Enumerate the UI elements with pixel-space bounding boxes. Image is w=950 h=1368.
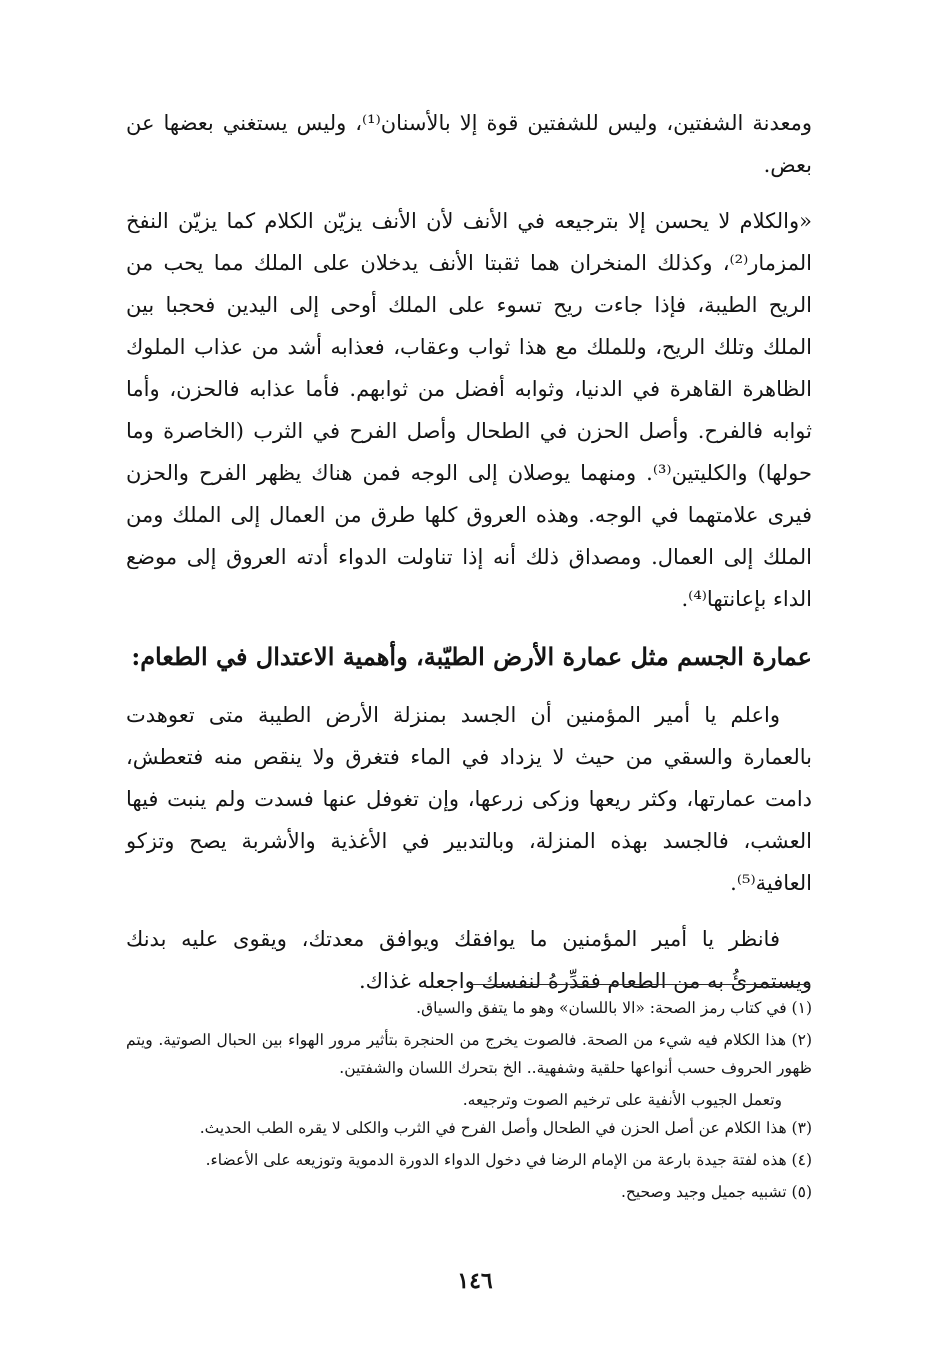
paragraph-2: «والكلام لا يحسن إلا بترجيعه في الأنف لأن الأنف يزيّن الكلام كما يزيّن النفخ المزمار⁽²⁾، وكذلك المنخران هما ثقبتا الأنف يدخلان على الملك مما يحب من الريح الطيبة، فإذا جاءت ريح تسوء على الملك أوحى إلى اليدين فحجبا بين الملك وتلك الريح، وللملك مع هذا ثواب وعقاب، فعذابه أشد من عذاب الملوك الظاهرة القاهرة في الدنيا، وثوابه أفضل من ثوابهم. فأما عذابه فالحزن، وأما ثوابه فالفرح. وأصل الحزن في الطحال وأصل الفرح في الثرب (الخاصرة وما حولها) والكليتين⁽³⁾. ومنهما يوصلان إلى الوجه فمن هناك يظهر الفرح والحزن فيرى علامتهما في الوجه. وهذه العروق كلها طرق من العمال إلى الملك ومن الملك إلى العمال. ومصداق ذلك أنه إذا تناولت الدواء أدته العروق إلى موضع الداء بإعانتها⁽⁴⁾. — [126, 209, 812, 611]
paragraph-3: واعلم يا أمير المؤمنين أن الجسد بمنزلة الأرض الطيبة متى تعوهدت بالعمارة والسقي من حيث لا يزداد في الماء فتغرق ولا ينقص منه فتعطش، دامت عمارتها، وكثر ريعها وزكى زرعها، وإن تغوفل عنها فسدت ولم ينبت فيها العشب، فالجسد بهذه المنزلة، وبالتدبير في الأغذية والأشربة يصح وتزكو العافية⁽⁵⁾. — [126, 703, 812, 895]
footnote-2: (٢) هذا الكلام فيه شيء من الصحة. فالصوت يخرج من الحنجرة بتأثير مرور الهواء بين الحبال الصوتية. ويتم ظهور الحروف حسب أنواعها حلقية وشفهية.. الخ بتحرك اللسان والشفتين. — [126, 1031, 812, 1077]
section-heading: عمارة الجسم مثل عمارة الأرض الطيّبة، وأهمية الاعتدال في الطعام: — [131, 642, 812, 671]
main-text — [126, 102, 812, 1016]
paragraph-1: ومعدنة الشفتين، وليس للشفتين قوة إلا بالأسنان⁽¹⁾، وليس يستغني بعضها عن بعض. — [126, 111, 812, 177]
footnote-divider — [470, 984, 810, 985]
footnote-3: (٣) هذا الكلام عن أصل الحزن في الطحال وأصل الفرح في الثرب والكلى لا يقره الطب الحديث. — [199, 1119, 812, 1137]
footnote-5: (٥) تشبيه جميل وجيد وصحيح. — [620, 1183, 812, 1201]
footnotes — [126, 994, 812, 1210]
footnote-2-continued: وتعمل الجيوب الأنفية على ترخيم الصوت وترجيعه. — [462, 1091, 782, 1109]
paragraph-4: فانظر يا أمير المؤمنين ما يوافقك ويوافق معدتك، ويقوى عليه بدنك ويستمرئُ به من الطعام فقدِّرهُ لنفسك واجعله غذاك. — [126, 927, 812, 993]
page-number: ١٤٦ — [457, 1268, 493, 1294]
footnote-4: (٤) هذه لفتة جيدة بارعة من الإمام الرضا في دخول الدواء الدورة الدموية وتوزيعه على الأعضاء. — [205, 1151, 812, 1169]
footnote-1: (١) في كتاب رمز الصحة: «الا باللسان» وهو ما يتفق والسياق. — [416, 999, 812, 1017]
